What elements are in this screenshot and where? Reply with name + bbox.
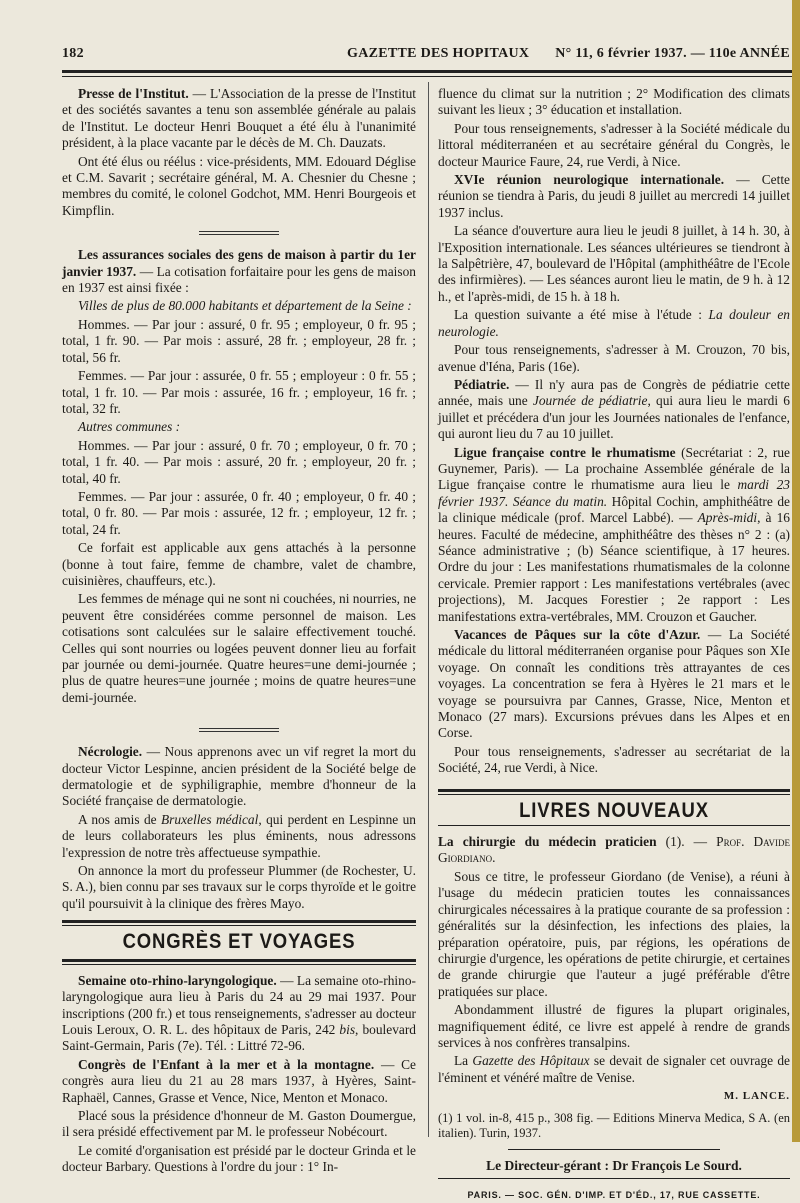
assurances-villes: Villes de plus de 80.000 habitants et département de la Seine : [78,298,412,314]
page-edge-strip [792,0,800,1142]
right-column [438,86,790,1203]
neurologie-text: — Cette réunion se tiendra à Paris, du jeudi 8 juillet au mercredi 14 juillet 1937 inclus. [438,172,790,220]
assurances-hommes-autres: Hommes. — Par jour : assuré, 0 fr. 70 ; employeur, 0 fr. 70 ; total, 1 fr. 40. — Par mois : assuré, 20 fr. ; employeur, 20 fr. ; total, 40 fr. [62,437,416,486]
book-review-gazette: Gazette des Hôpitaux [472,1053,590,1069]
rhumatisme-text-b: Hôpital Cochin, amphithéâtre de la clinique médicale (prof. Marcel Labbé). — [438,493,790,526]
necrologie-paragraph-2 [62,812,416,861]
pediatrie-journee: Journée de pédiatrie [532,393,648,409]
book-review-paragraph: Sous ce titre, le professeur Giordano (de Venise), a réuni à l'usage du médecin praticien toutes les connaissances chirurgicales nécessaires à la pratique courante de sa profession : généralités sur la désinfection, les infections des plaies, la préparation opératoire, puis, par régions, les opérations de chirurgie d'urgence, les opérations de petite chirurgie, et certaines de grande chirurgie que l'auteur a jugé préférable d'être pratiquées sur place. [438,868,790,999]
book-review-paragraph-3 [438,1053,790,1086]
assurances-text: — La cotisation forfaitaire pour les gens de maison en 1937 est ainsi fixée : [62,263,416,296]
neurologie-paragraph-2: La séance d'ouverture aura lieu le jeudi 8 juillet, à 14 h. 30, à l'Exposition internationale. Les séances ultérieures se tiendront à la Salpêtrière, 47, boulevard de l'Hôpital (amphithéâtre de l'Ecole des infirmières). — Les séances auront lieu le matin, de 9 h. à 12 h., et l'après-midi, de 15 h. à 18 h. [438,223,790,304]
enfant-paragraph [62,1057,416,1106]
necrologie-paragraph-3: On annonce la mort du professeur Plummer (de Rochester, U. S. A.), bien connu par ses travaux sur le corps thyroïde et le goitre qu'il poursuivit à la clinique des frères Mayo. [62,863,417,911]
presse-heading: Presse de l'Institut. [78,86,189,101]
section-rule-thin [438,825,790,826]
section-rule [62,920,416,926]
presse-paragraph-2: Ont été élus ou réélus : vice-présidents, MM. Edouard Déglise et C.M. Savarit ; secrétaire général, M. A. Chesnier du Chesne ; membres du comité, le colonel Godchot, MM. Henri Bourgeois et Kimpflin. [62,153,416,218]
pediatrie-text-b: , qui aura lieu le mardi 6 juillet et précédera d'un jour les Journées nationales de l'enfance, qui auront lieu du 7 au 10 juillet. [438,393,790,442]
paques-paragraph [438,627,790,742]
article-separator [199,231,279,235]
paques-text: — La Société médicale du littoral méditerranéen organise pour Pâques son XIe voyage. On connaît les conditions très attrayantes de ces voyages. La concentration se fera à Hyères le 21 mars et le voyage se poursuivra par Cannes, Grasse, Nice, Menton et Monaco (27 mars). Excursions prévues dans les Alpes et en Corse. [438,627,790,741]
neurologie-paragraph-3 [438,307,790,340]
necrologie-text-b: , qui perdent en Lespinne un de leurs collaborateurs les plus éminents, nous adressons l'expression de notre très affectueuse sympathie. [62,811,416,860]
assurances-femmes-villes: Femmes. — Par jour : assurée, 0 fr. 55 ; employeur : 0 fr. 55 ; total, 1 fr. 10. — Par mois : assurée, 16 fr. ; employeur, 16 fr. ; total, 32 fr. [62,368,416,416]
enfant-text: — Ce congrès aura lieu du 21 au 28 mars 1937, à Hyères, Saint-Raphaël, Cannes, Grasse et Vence, Nice, Menton et Monaco. [62,1056,416,1105]
necrologie-heading: Nécrologie. [78,744,143,760]
necrologie-journal-name: Bruxelles médical [161,811,259,827]
presse-text: — L'Association de la presse de l'Institut et des sociétés savantes a tenu son assemblée générale au palais de l'Institut. Le docteur Henri Bouquet a été élu à l'unanimité président, à la place vacante par le décès de M. Ch. Dauzats. [62,86,417,151]
assurances-autres: Autres communes : [78,419,181,435]
rhumatisme-text-c: , à 16 heures. Faculté de médecine, amphithéâtre des thèses n° 2 : (a) Séance administrative ; (b) Séance scientifique, à 17 heures. Ordre du jour : Les manifestations rhumatismales de la colonne cervicale. Premier rapport : Les manifestations vertébrales (avec projections), M. Jacques Forestier ; 2e rapport : Les manifestations extra-vertébrales, MM. Crouzon et Gaucher. [438,510,790,624]
pediatrie-paragraph [438,377,790,443]
page-number: 182 [62,46,84,61]
left-column [62,86,416,1178]
presse-paragraph [62,86,416,152]
page-header [62,46,790,66]
column-separator [428,82,429,1137]
rhumatisme-heading: Ligue française contre le rhumatisme [454,444,676,460]
continuation-paragraph: fluence du climat sur la nutrition ; 2° Modification des climats suivant les lieux ; 3° éducation et installation. [438,86,790,118]
enfant-paragraph-2: Placé sous la présidence d'honneur de M. Gaston Doumergue, il sera présidé effectivement par M. le professeur Nobécourt. [62,1107,416,1140]
review-signature: M. LANCE. [723,1090,790,1103]
section-rule [62,959,416,965]
pediatrie-text-a: — Il n'y aura pas de Congrès de pédiatrie cette année, mais une [438,376,790,409]
paques-paragraph-2: Pour tous renseignements, s'adresser au secrétariat de la Société, 24, rue Verdi, à Nice. [438,743,790,776]
neurologie-heading: XVIe réunion neurologique internationale. [454,172,725,188]
congres-section-title: CONGRÈS ET VOYAGES [122,930,356,954]
book-review-text-b: se devait de signaler cet ouvrage de l'éminent et vénéré maître de Venise. [438,1053,790,1085]
rhumatisme-paragraph [438,445,790,625]
orl-text-b: , boulevard Saint-Germain, Paris (7e). Tél. : Littré 72-96. [62,1021,416,1054]
rhumatisme-text-a: (Secrétariat : 2, rue Guynemer, Paris). — La prochaine Assemblée générale de la Ligue française contre le rhumatisme aura lieu le [438,444,790,493]
continuation-paragraph-2: Pour tous renseignements, s'adresser à la Société médicale du littoral méditerranéen et au secrétaire général du Congrès, le docteur Maurice Faure, 24, rue Verdi, à Nice. [438,120,790,169]
assurances-heading: Les assurances sociales des gens de maison à partir du 1er janvier 1937. [62,247,416,279]
header-rule-thin [62,76,792,77]
necrologie-paragraph [62,744,416,810]
necrologie-text: — Nous apprenons avec un vif regret la mort du docteur Victor Lespinne, ancien président de la Société belge de dermatologie et de syphiligraphie, membre d'honneur de la Société française de dermatologie. [62,744,416,809]
footer-rule [508,1149,719,1150]
orl-paragraph [62,973,416,1055]
assurances-menage: Les femmes de ménage qui ne sont ni couchées, ni nourries, ne peuvent être considérées comme personnel de maison. Les cotisations sont calculées sur le salaire effectivement touché. Celles qui sont nourries ou logées peuvent donner lieu au forfait par journée ou demi-journée. Quatre heures=une demi-journée ; plus de quatre heures=une journée ; moins de quatre heures=une demi-journée. [62,591,417,705]
issue-info: N° 11, 6 février 1937. — 110e ANNÉE [555,46,790,61]
orl-bis: bis [339,1021,356,1037]
rhumatisme-apres-midi: Après-midi [697,510,758,526]
printer-line: PARIS. — SOC. GÉN. D'IMP. ET D'ÉD., 17, RUE CASSETTE. [467,1189,761,1200]
enfant-paragraph-3: Le comité d'organisation est présidé par le docteur Grinda et le docteur Barbary. Questions à l'ordre du jour : 1° In- [62,1142,416,1175]
section-rule [438,789,790,795]
orl-heading: Semaine oto-rhino-laryngologique. [78,972,277,988]
article-separator [199,728,279,732]
footnote: (1) 1 vol. in-8, 415 p., 308 fig. — Editions Minerva Medica, S A. (en italien). Turin, 1937. [438,1110,790,1140]
neurologie-question-text: La question suivante a été mise à l'étude : [454,307,709,323]
pediatrie-heading: Pédiatrie. [454,376,510,392]
assurances-paragraph [62,247,416,296]
assurances-hommes-villes: Hommes. — Par jour : assuré, 0 fr. 95 ; employeur, 0 fr. 95 ; total, 1 fr. 90. — Par mois : assuré, 28 fr. ; employeur, 28 fr. ; total, 56 fr. [62,316,416,365]
assurances-femmes-autres: Femmes. — Par jour : assurée, 0 fr. 40 ; employeur, 0 fr. 40 ; total, 0 fr. 80. — Par mois : assurée, 12 fr. ; employeur, 12 fr. ; total, 24 fr. [62,488,416,537]
enfant-heading: Congrès de l'Enfant à la mer et à la montagne. [78,1056,375,1072]
neurologie-paragraph-4: Pour tous renseignements, s'adresser à M. Crouzon, 70 bis, avenue d'Iéna, Paris (16e). [438,342,790,374]
book-title: La chirurgie du médecin praticien [438,834,657,850]
book-author: (1). — Prof. Davide Giordiano. [438,834,790,866]
journal-title: GAZETTE DES HOPITAUX [347,46,530,61]
paques-heading: Vacances de Pâques sur la côte d'Azur. [454,627,701,642]
livres-section-title: LIVRES NOUVEAUX [519,798,709,822]
footer-rule-2 [438,1178,790,1179]
rhumatisme-date: mardi 23 février 1937. Séance du matin. [438,477,791,509]
header-rule [62,70,792,73]
necrologie-text-a: A nos amis de [78,811,161,827]
orl-text-a: — La semaine oto-rhino-laryngologique aura lieu à Paris du 24 au 29 mai 1937. Pour inscriptions (200 fr.) et tous renseignements, s'adresser au docteur Louis Leroux, O. R. L. des hôpitaux de Paris, 242 [62,972,416,1037]
book-review-paragraph-2: Abondamment illustré de figures la plupart originales, magnifiquement édité, ce livre est appelé à rendre de grands services à nos confrères transalpins. [438,1002,790,1050]
book-heading-paragraph [438,834,790,867]
neurologie-question-topic: La douleur en neurologie. [438,307,790,339]
book-review-text-a: La [454,1053,473,1069]
directeur-gerant: Le Directeur-gérant : Dr François Le Sourd. [486,1157,742,1173]
neurologie-paragraph [438,172,790,221]
assurances-forfait: Ce forfait est applicable aux gens attachés à la personne (bonne à tout faire, femme de chambre, valet de chambre, cuisinières, chauffeurs, etc.). [62,540,416,588]
